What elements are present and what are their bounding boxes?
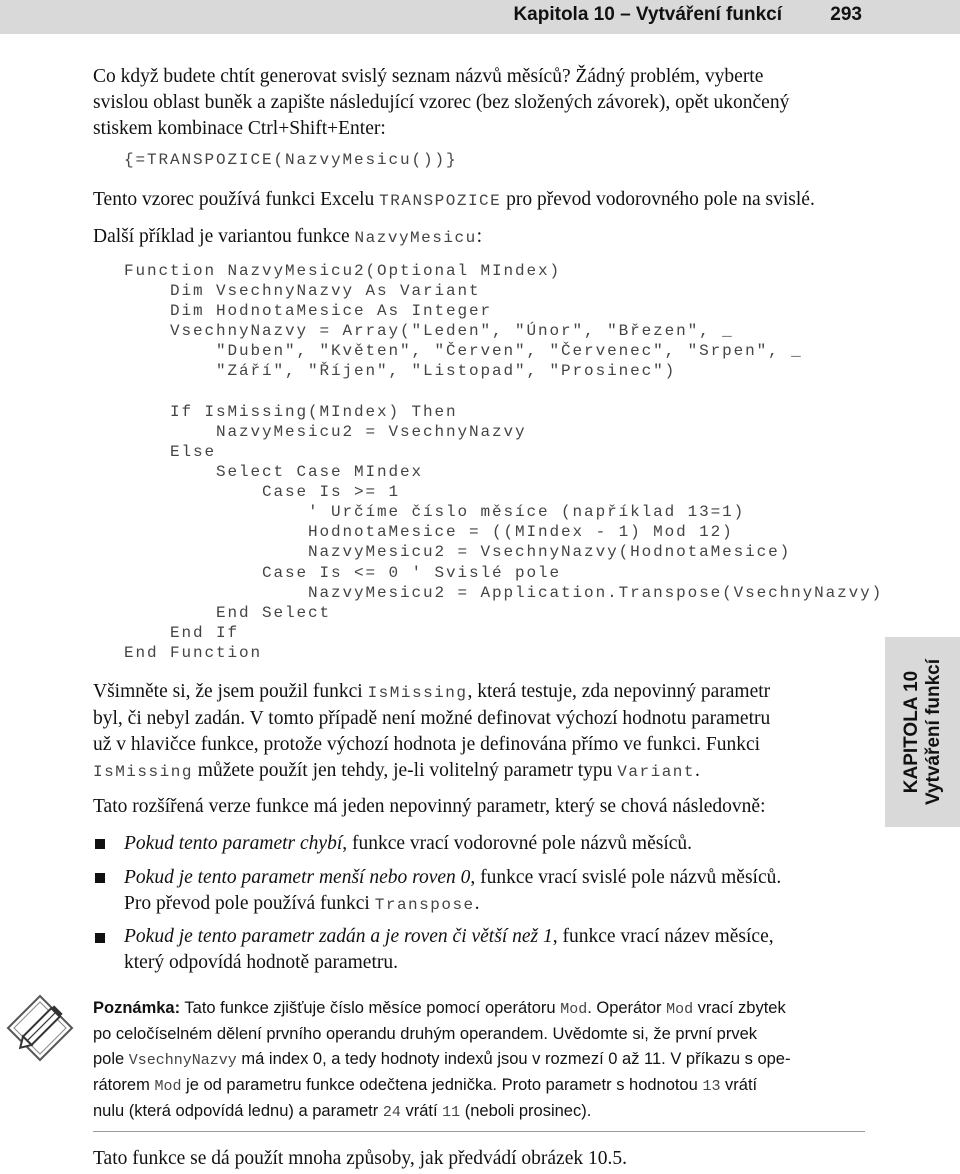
inline-code: 11	[442, 1104, 461, 1121]
text-span: Pro převod pole používá funkci	[124, 893, 375, 914]
code-line: NazvyMesicu2 = VsechnyNazvy	[124, 423, 527, 441]
code-line: Function NazvyMesicu2(Optional MIndex)	[124, 262, 562, 280]
italic-span: Pokud tento parametr chybí	[124, 833, 343, 854]
text-span: , funkce vrací vodorovné pole názvů měsíců.	[342, 833, 693, 854]
note-box	[93, 996, 865, 1125]
inline-code: NazvyMesicu	[354, 229, 477, 247]
bullet-square-icon	[95, 933, 105, 943]
text-span: Všimněte si, že jsem použil funkci	[93, 681, 368, 702]
transpose-paragraph	[93, 187, 865, 214]
text-span: .	[474, 893, 480, 914]
text-span: .	[695, 760, 700, 781]
text-line	[93, 1073, 865, 1099]
text-line	[124, 891, 866, 918]
text-span: vrátí	[400, 1102, 443, 1120]
text-span: pro převod vodorovného pole na svislé.	[501, 189, 815, 210]
text-line: byl, či nebyl zadán. V tomto případě není možné definovat výchozí hodnotu parametru	[93, 708, 771, 729]
text-line	[124, 865, 866, 891]
text-span: můžete použít jen tehdy, je-li volitelný parametr typu	[192, 760, 618, 781]
side-tab-label	[901, 659, 945, 805]
code-line: End If	[124, 624, 240, 642]
intro-paragraph	[93, 64, 865, 142]
inline-code: VsechnyNazvy	[128, 1052, 237, 1069]
inline-code: IsMissing	[93, 763, 193, 781]
text-span: vrací zbytek	[693, 999, 786, 1017]
inline-code: Variant	[617, 763, 695, 781]
text-line: svislou oblast buněk a zapište následující vzorec (bez složených závorek), opět ukončený	[93, 92, 790, 113]
text-span: :	[476, 226, 483, 247]
text-span: Tato funkce zjišťuje číslo měsíce pomocí operátoru	[180, 999, 561, 1017]
bullet-square-icon	[95, 839, 105, 849]
note-divider	[93, 1131, 865, 1132]
code-line: Dim HodnotaMesice As Integer	[124, 302, 493, 320]
text-line	[93, 996, 865, 1022]
inline-code: Mod	[154, 1078, 182, 1095]
code-line: Select Case MIndex	[124, 463, 424, 481]
code-line: NazvyMesicu2 = VsechnyNazvy(HodnotaMesice)	[124, 543, 792, 561]
code-line: End Function	[124, 644, 263, 662]
ismissing-paragraph	[93, 679, 865, 785]
code-line: Dim VsechnyNazvy As Variant	[124, 282, 481, 300]
side-tab-line: KAPITOLA 10	[900, 670, 922, 794]
italic-span: Pokud je tento parametr zadán a je roven či větší než 1	[124, 926, 553, 947]
running-header	[0, 0, 960, 34]
text-span: , funkce vrací název měsíce,	[552, 926, 774, 947]
variant-paragraph	[93, 224, 865, 251]
text-span: nulu (která odpovídá lednu) a parametr	[93, 1102, 383, 1120]
formula-code: {=TRANSPOZICE(NazvyMesicu())}	[124, 151, 458, 169]
chapter-side-tab	[885, 637, 960, 827]
text-line: po celočíselném dělení prvního operandu druhým operandem. Uvědomte si, že první prvek	[93, 1025, 758, 1043]
italic-span: Pokud je tento parametr menší nebo roven 0	[124, 867, 471, 888]
list-item	[124, 831, 866, 857]
text-span: pole	[93, 1050, 129, 1068]
side-tab-line: Vytváření funkcí	[922, 658, 944, 806]
code-line: NazvyMesicu2 = Application.Transpose(VsechnyNazvy)	[124, 584, 884, 602]
text-line: Co když budete chtít generovat svislý seznam názvů měsíců? Žádný problém, vyberte	[93, 66, 764, 87]
text-line: stiskem kombinace Ctrl+Shift+Enter:	[93, 118, 386, 139]
code-line: Case Is >= 1	[124, 483, 401, 501]
text-span: Tento vzorec používá funkci Excelu	[93, 189, 380, 210]
text-span: . Operátor	[587, 999, 667, 1017]
list-item	[124, 924, 866, 976]
inline-code: Transpose	[374, 896, 475, 914]
text-span: má index 0, a tedy hodnoty indexů jsou v rozmezí 0 až 11. V příkazu s ope-	[236, 1050, 791, 1068]
text-line	[93, 1099, 865, 1125]
text-span: vrátí	[720, 1076, 758, 1094]
code-line: End Select	[124, 604, 332, 622]
note-label: Poznámka:	[93, 999, 181, 1017]
behavior-intro: Tato rozšířená verze funkce má jeden nepovinný parametr, který se chová následovně:	[93, 796, 766, 817]
text-line	[93, 758, 865, 785]
inline-code: TRANSPOZICE	[379, 192, 502, 210]
text-span: , která testuje, zda nepovinný parametr	[467, 681, 771, 702]
text-span: , funkce vrací svislé pole názvů měsíců.	[470, 867, 782, 888]
chapter-title: Kapitola 10 – Vytváření funkcí	[513, 4, 782, 25]
code-line: Case Is <= 0 ' Svislé pole	[124, 564, 562, 582]
text-line: který odpovídá hodnotě parametru.	[124, 952, 398, 973]
inline-code: Mod	[666, 1001, 694, 1018]
final-paragraph: Tato funkce se dá použít mnoha způsoby, jak předvádí obrázek 10.5.	[93, 1148, 627, 1169]
text-line: už v hlavičce funkce, protože výchozí hodnota je definována přímo ve funkci. Funkci	[93, 734, 761, 755]
code-line: VsechnyNazvy = Array("Leden", "Únor", "Březen", _	[124, 322, 734, 340]
text-line	[93, 1047, 865, 1073]
code-line: ' Určíme číslo měsíce (například 13=1)	[124, 503, 746, 521]
list-item	[124, 865, 866, 918]
note-pencil-icon	[4, 992, 76, 1064]
inline-code: IsMissing	[367, 684, 468, 702]
bullet-square-icon	[95, 873, 105, 883]
text-line	[93, 679, 865, 706]
text-span: rátorem	[93, 1076, 155, 1094]
inline-code: 24	[382, 1104, 401, 1121]
text-span: Další příklad je variantou funkce	[93, 226, 355, 247]
text-span: je od parametru funkce odečtena jednička. Proto parametr s hodnotou	[181, 1076, 703, 1094]
code-line: "Duben", "Květen", "Červen", "Červenec", "Srpen", _	[124, 342, 803, 360]
inline-code: 13	[702, 1078, 721, 1095]
text-line	[124, 924, 866, 950]
inline-code: Mod	[560, 1001, 588, 1018]
code-line: If IsMissing(MIndex) Then	[124, 403, 458, 421]
text-span: (neboli prosinec).	[460, 1102, 592, 1120]
page-number: 293	[830, 4, 862, 25]
code-line: "Září", "Říjen", "Listopad", "Prosinec")	[124, 362, 677, 380]
code-line: Else	[124, 443, 217, 461]
code-line: HodnotaMesice = ((MIndex - 1) Mod 12)	[124, 523, 734, 541]
